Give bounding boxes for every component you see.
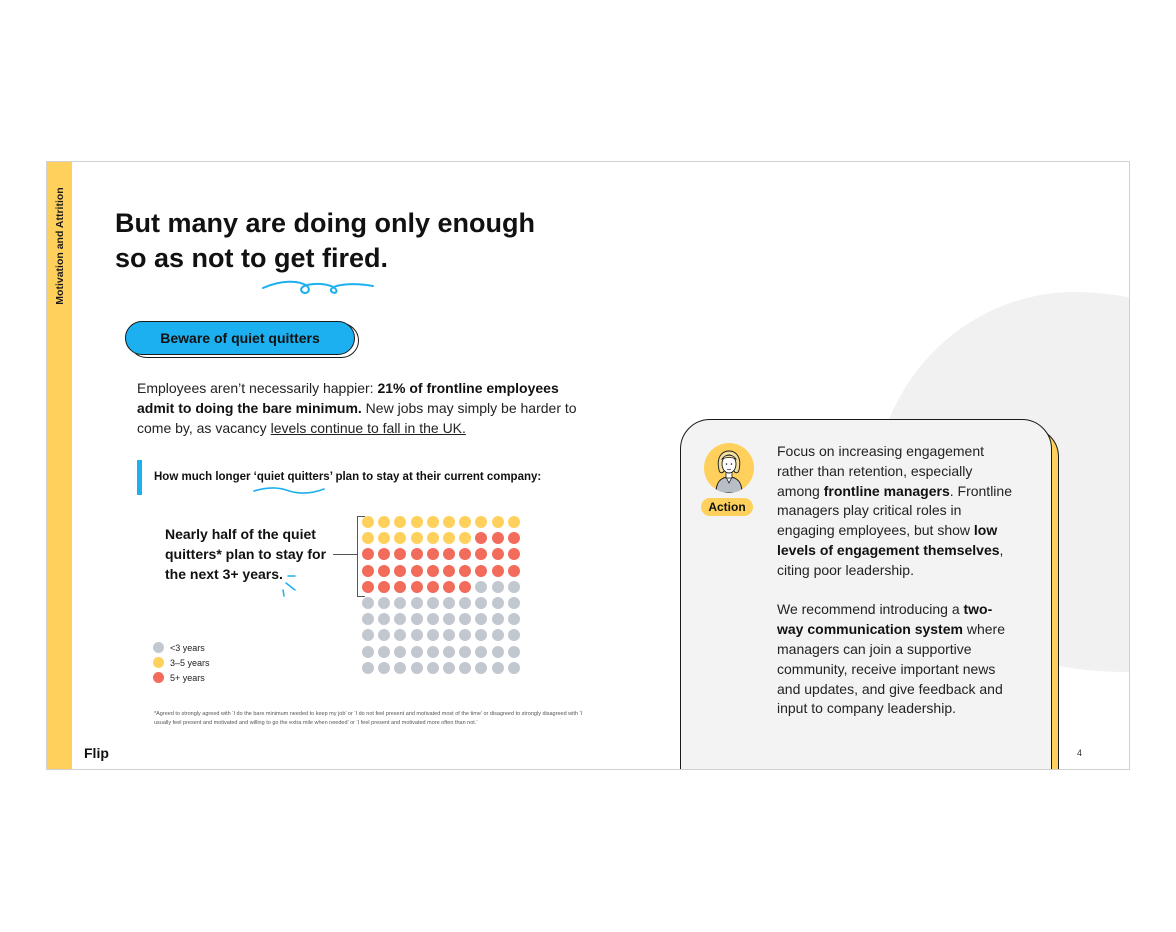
legend-label-under-3: <3 years (170, 642, 205, 653)
page-number: 4 (1077, 748, 1083, 758)
chart-callout: Nearly half of the quiet quitters* plan to stay for the next 3+ years. (165, 526, 327, 582)
question-highlight: ‘quiet quitters’ (253, 471, 333, 483)
waffle-dot-under-3-years (492, 581, 504, 593)
action-card (680, 419, 1052, 770)
waffle-dot-under-3-years (459, 629, 471, 641)
waffle-dot-5-plus-years (362, 565, 374, 577)
waffle-dot-5-plus-years (459, 581, 471, 593)
waffle-dot-under-3-years (459, 662, 471, 674)
waffle-dot-under-3-years (459, 597, 471, 609)
waffle-dot-5-plus-years (508, 565, 520, 577)
waffle-dot-under-3-years (492, 629, 504, 641)
waffle-dot-under-3-years (362, 646, 374, 658)
quiet-quitters-pill: Beware of quiet quitters (125, 321, 355, 355)
waffle-dot-under-3-years (411, 597, 423, 609)
question-accent-bar (137, 460, 142, 495)
waffle-dot-under-3-years (508, 662, 520, 674)
action-paragraph-2 (777, 600, 1017, 719)
waffle-dot-5-plus-years (411, 581, 423, 593)
waffle-dot-under-3-years (362, 597, 374, 609)
waffle-dot-under-3-years (443, 646, 455, 658)
waffle-dot-3-5-years (378, 516, 390, 528)
waffle-dot-under-3-years (475, 613, 487, 625)
person-icon (704, 443, 754, 493)
waffle-dot-under-3-years (508, 646, 520, 658)
question-suffix: plan to stay at their current company: (332, 471, 542, 483)
highlight-underline (253, 485, 325, 495)
waffle-dot-5-plus-years (394, 581, 406, 593)
waffle-dot-5-plus-years (378, 565, 390, 577)
waffle-dot-3-5-years (378, 532, 390, 544)
waffle-dot-under-3-years (492, 646, 504, 658)
waffle-dot-3-5-years (362, 532, 374, 544)
action-p1-text-3: , citing poor leadership. (777, 541, 1004, 578)
waffle-dot-under-3-years (427, 662, 439, 674)
waffle-dot-under-3-years (378, 662, 390, 674)
action-card-text (777, 442, 1017, 719)
action-p1-bold-1: frontline managers (823, 482, 950, 499)
waffle-dot-5-plus-years (508, 548, 520, 560)
waffle-dot-3-5-years (411, 532, 423, 544)
waffle-dot-under-3-years (378, 613, 390, 625)
waffle-dot-3-5-years (427, 516, 439, 528)
intro-text-2: New jobs may simply be harder to come by, as vacancy (137, 400, 577, 436)
waffle-chart (362, 516, 522, 678)
waffle-dot-under-3-years (378, 597, 390, 609)
waffle-dot-5-plus-years (378, 581, 390, 593)
legend-swatch-5-plus (153, 672, 164, 683)
waffle-dot-3-5-years (443, 532, 455, 544)
waffle-dot-5-plus-years (411, 565, 423, 577)
waffle-dot-under-3-years (427, 597, 439, 609)
waffle-dot-5-plus-years (362, 548, 374, 560)
chart-legend (153, 640, 210, 685)
waffle-dot-under-3-years (508, 629, 520, 641)
waffle-dot-under-3-years (394, 662, 406, 674)
waffle-dot-under-3-years (475, 662, 487, 674)
waffle-dot-5-plus-years (427, 565, 439, 577)
waffle-dot-under-3-years (508, 581, 520, 593)
waffle-dot-under-3-years (378, 629, 390, 641)
waffle-dot-under-3-years (475, 629, 487, 641)
action-p1-text-1: Focus on increasing engagement rather than retention, especially among (777, 443, 985, 499)
waffle-dot-under-3-years (475, 597, 487, 609)
waffle-dot-5-plus-years (443, 581, 455, 593)
waffle-dot-3-5-years (459, 516, 471, 528)
waffle-dot-under-3-years (508, 597, 520, 609)
waffle-dot-3-5-years (427, 532, 439, 544)
action-paragraph-1 (777, 442, 1017, 581)
section-label: Motivation and Attrition (54, 187, 66, 305)
waffle-dot-5-plus-years (459, 565, 471, 577)
waffle-dot-under-3-years (492, 597, 504, 609)
waffle-dot-3-5-years (475, 516, 487, 528)
waffle-dot-5-plus-years (508, 532, 520, 544)
action-p2-text-2: where managers can join a supportive community, receive important news and updates, and give feedback and input to company leadership. (777, 621, 1005, 717)
waffle-dot-under-3-years (459, 646, 471, 658)
waffle-dot-under-3-years (443, 629, 455, 641)
waffle-dot-under-3-years (492, 662, 504, 674)
intro-text-1: Employees aren’t necessarily happier: (137, 380, 378, 396)
headline (115, 206, 575, 276)
legend-item-5-plus (153, 670, 210, 685)
legend-label-3-5: 3–5 years (170, 657, 210, 668)
waffle-dot-under-3-years (378, 646, 390, 658)
waffle-dot-under-3-years (394, 613, 406, 625)
waffle-dot-under-3-years (362, 629, 374, 641)
waffle-dot-under-3-years (411, 613, 423, 625)
waffle-dot-5-plus-years (492, 565, 504, 577)
question-prefix: How much longer (154, 471, 254, 483)
side-strip (47, 162, 72, 769)
waffle-dot-3-5-years (394, 516, 406, 528)
waffle-dot-5-plus-years (411, 548, 423, 560)
waffle-dot-under-3-years (394, 629, 406, 641)
waffle-dot-5-plus-years (362, 581, 374, 593)
waffle-dot-under-3-years (459, 613, 471, 625)
waffle-dot-3-5-years (443, 516, 455, 528)
legend-swatch-under-3 (153, 642, 164, 653)
intro-bold-stat: 21% of frontline employees admit to doing the bare minimum. (137, 380, 559, 416)
waffle-dot-under-3-years (443, 597, 455, 609)
headline-line-1: But many are doing only enough (115, 208, 536, 238)
waffle-dot-5-plus-years (427, 581, 439, 593)
manager-avatar (704, 443, 754, 493)
squiggle-decoration (261, 276, 376, 298)
waffle-dot-5-plus-years (394, 565, 406, 577)
waffle-dot-5-plus-years (475, 565, 487, 577)
waffle-dot-under-3-years (411, 646, 423, 658)
waffle-dot-under-3-years (508, 613, 520, 625)
legend-item-3-5 (153, 655, 210, 670)
waffle-dot-5-plus-years (394, 548, 406, 560)
waffle-dot-5-plus-years (492, 548, 504, 560)
action-p1-text-2: . Frontline managers play critical roles in engaging employees, but show (777, 482, 1012, 539)
waffle-dot-3-5-years (459, 532, 471, 544)
waffle-dot-5-plus-years (443, 548, 455, 560)
waffle-dot-under-3-years (443, 613, 455, 625)
waffle-dot-5-plus-years (475, 532, 487, 544)
waffle-dot-5-plus-years (459, 548, 471, 560)
waffle-dot-under-3-years (427, 629, 439, 641)
waffle-dot-under-3-years (427, 646, 439, 658)
action-p2-text-1: We recommend introducing a (777, 601, 964, 618)
waffle-dot-under-3-years (394, 646, 406, 658)
footnote: *Agreed to strongly agreed with ‘I do the bare minimum needed to keep my job’ or ‘I do not feel present and motivated most of the time’ or disagreed to strongly disagreed with ‘I usually feel present and motivated and willing to go the extra mile when needed’ or ‘I feel present and motivated more often than not.’ (154, 711, 583, 726)
vacancy-levels-link[interactable]: levels continue to fall in the UK. (270, 420, 466, 436)
waffle-dot-5-plus-years (475, 548, 487, 560)
waffle-dot-5-plus-years (427, 548, 439, 560)
action-p1-bold-2: low levels of engagement themselves (777, 522, 1000, 558)
waffle-dot-5-plus-years (492, 532, 504, 544)
intro-paragraph (137, 378, 577, 438)
callout-connector (333, 554, 357, 555)
waffle-dot-under-3-years (362, 662, 374, 674)
waffle-dot-under-3-years (427, 613, 439, 625)
waffle-dot-under-3-years (475, 581, 487, 593)
legend-item-under-3 (153, 640, 210, 655)
headline-line-2: so as not to get fired. (115, 243, 389, 273)
action-p2-bold-1: two-way communication system (777, 601, 993, 638)
waffle-dot-under-3-years (475, 646, 487, 658)
waffle-dot-3-5-years (394, 532, 406, 544)
waffle-dot-under-3-years (492, 613, 504, 625)
waffle-dot-5-plus-years (443, 565, 455, 577)
waffle-dot-under-3-years (443, 662, 455, 674)
waffle-dot-under-3-years (394, 597, 406, 609)
waffle-dot-5-plus-years (378, 548, 390, 560)
waffle-dot-3-5-years (508, 516, 520, 528)
waffle-dot-3-5-years (492, 516, 504, 528)
slide (46, 161, 1130, 770)
waffle-dot-3-5-years (411, 516, 423, 528)
legend-swatch-3-5 (153, 657, 164, 668)
action-badge: Action (701, 498, 753, 516)
waffle-dot-3-5-years (362, 516, 374, 528)
brand-logo: Flip (84, 745, 109, 761)
emphasis-flourish (279, 570, 303, 600)
legend-label-5-plus: 5+ years (170, 672, 205, 683)
waffle-dot-under-3-years (411, 662, 423, 674)
waffle-dot-under-3-years (362, 613, 374, 625)
chart-question (154, 471, 541, 483)
waffle-dot-under-3-years (411, 629, 423, 641)
